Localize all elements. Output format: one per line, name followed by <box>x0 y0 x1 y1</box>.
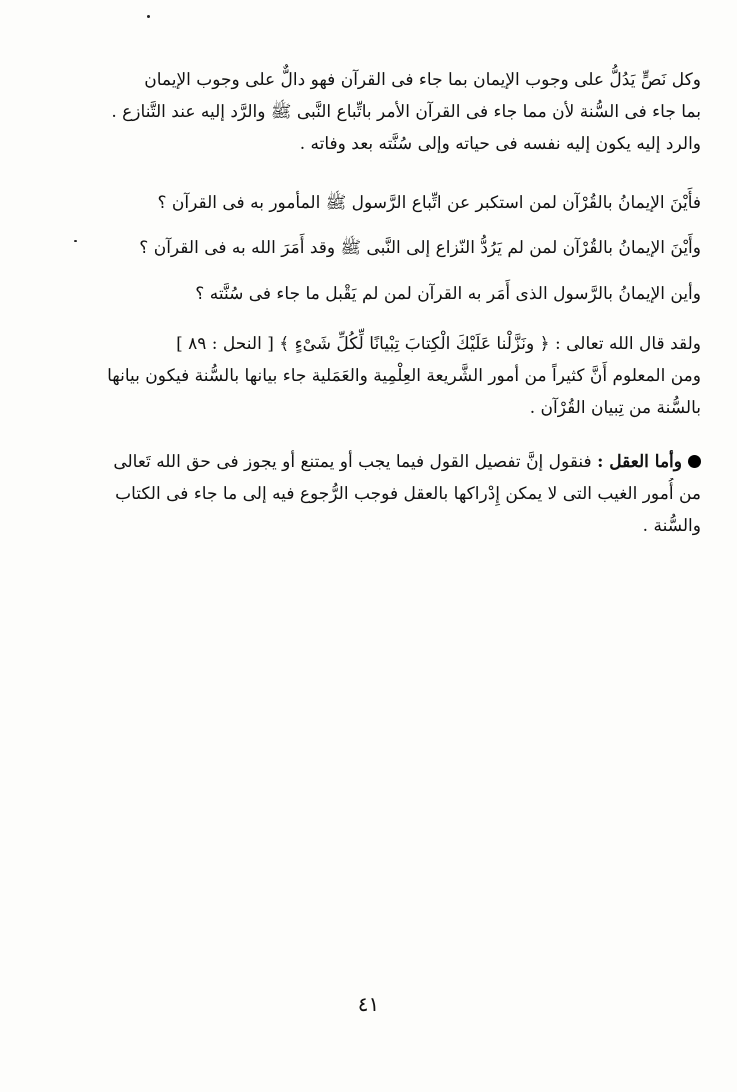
text-line <box>95 446 701 478</box>
text-line: بالسُّنة من تِبيان القُرْآن . <box>529 398 701 418</box>
scan-speck <box>147 15 150 18</box>
text-line: وأين الإيمانُ بالرَّسول الذى أَمَر به القرآن لمن لم يَقْبل ما جاء فى سُنَّته ؟ <box>195 284 701 304</box>
paragraph-faith-in-sunnah <box>95 64 701 160</box>
paragraph-question-following-messenger <box>95 187 701 219</box>
scan-speck <box>74 240 77 242</box>
text-line: ولقد قال الله تعالى : ﴿ ونَزَّلْنا عَلَيْكَ الْكِتابَ تِبْيانًا لِّكُلِّ شَىْءٍ ﴾ [ النحل : ٨٩ ] <box>176 334 701 354</box>
paragraph-reason-section <box>95 446 701 542</box>
text-line: من أُمور الغيب التى لا يمكن إِدْراكها بالعقل فوجب الرُّجوع فيه إلى ما جاء فى الكتاب <box>115 484 701 504</box>
bullet-icon <box>688 455 701 468</box>
text-line: وكل نَصٍّ يَدُلُّ على وجوب الإيمان بما جاء فى القرآن فهو دالٌّ على وجوب الإيمان <box>144 70 701 90</box>
text-line: وأَيْنَ الإيمانُ بالقُرْآن لمن لم يَرُدُّ النّزاع إلى النَّبى ﷺ وقد أَمَرَ الله به فى القرآن ؟ <box>139 238 701 258</box>
text-line: فأَيْنَ الإيمانُ بالقُرْآن لمن استكبر عن اتِّباع الرَّسول ﷺ المأمور به فى القرآن ؟ <box>157 193 701 213</box>
page-number: ٤١ <box>357 992 380 1016</box>
text-line: والرد إليه يكون إليه نفسه فى حياته وإلى سُنَّته بعد وفاته . <box>299 134 701 154</box>
text-line: والسُّنة . <box>642 516 701 536</box>
text-line: بما جاء فى السُّنة لأن مما جاء فى القرآن الأمر باتِّباع النَّبى ﷺ والرَّد إليه عند التَّنازع . <box>111 102 701 122</box>
text-line: ومن المعلوم أَنَّ كثيراً من أمور الشَّريعة العِلْمِية والعَمَلية جاء بيانها بالسُّنة فيكون بيانها <box>107 366 701 386</box>
paragraph-question-referring-disputes <box>95 232 701 264</box>
section-lead: وأما العقل : <box>597 452 682 472</box>
paragraph-question-accepting-sunnah <box>95 278 701 310</box>
text-fragment: فنقول إنَّ تفصيل القول فيما يجب أو يمتنع أو يجوز فى حق الله تَعالى <box>113 452 592 472</box>
paragraph-quran-citation <box>95 328 701 424</box>
